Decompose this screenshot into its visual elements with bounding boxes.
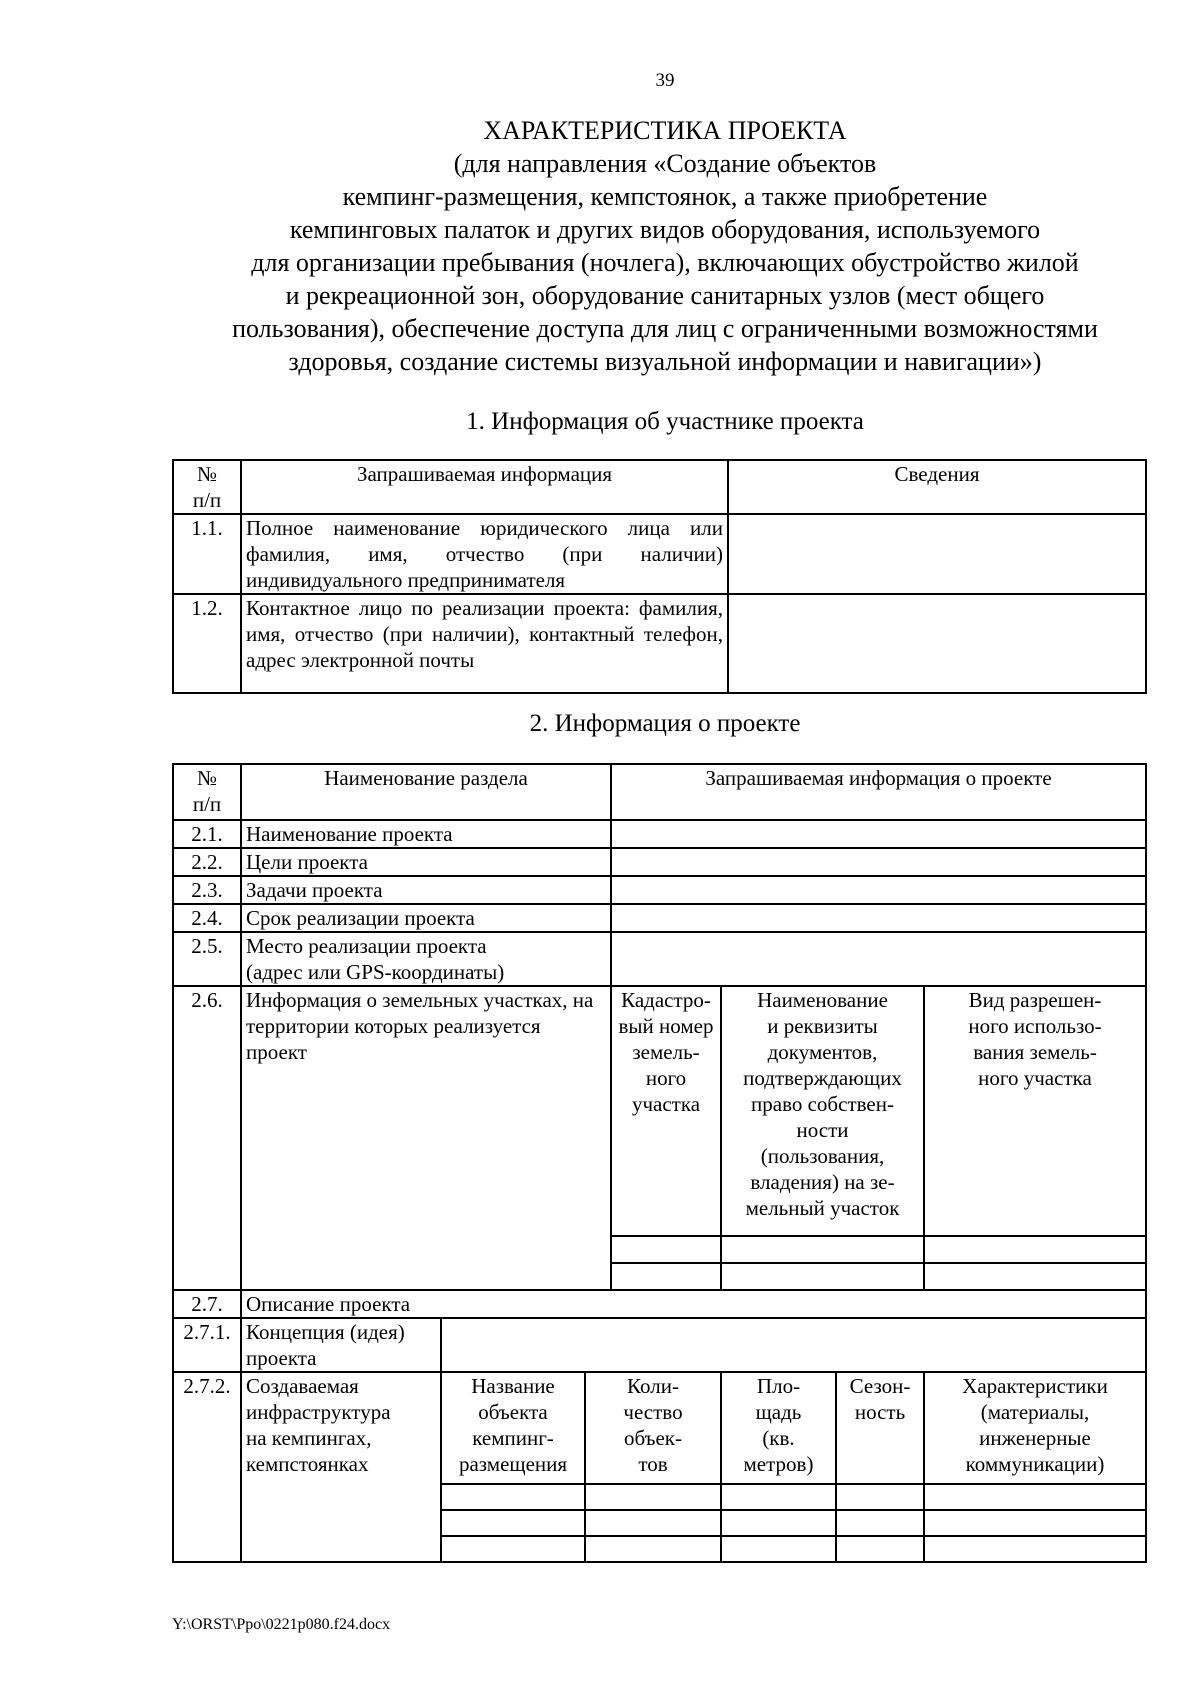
footer-file-path: Y:\ORST\Ppo\0221p080.f24.docx bbox=[172, 1616, 391, 1633]
row-label: Место реализации проекта (адрес или GPS-координаты) bbox=[241, 932, 611, 986]
input-cell[interactable] bbox=[924, 1510, 1146, 1536]
subtitle-line: (для направления «Создание объектов bbox=[453, 149, 877, 178]
input-cell[interactable] bbox=[721, 1484, 836, 1510]
row-number: 2.7.2. bbox=[173, 1372, 241, 1562]
table-row bbox=[173, 1318, 1146, 1372]
input-cell[interactable] bbox=[836, 1484, 924, 1510]
sub-header-characteristics: Характеристики (материалы, инженерные коммуникации) bbox=[924, 1372, 1146, 1484]
sub-header-permitted-use: Вид разрешен- ного использо- вания земель- ного участка bbox=[924, 986, 1146, 1236]
row-label: Описание проекта bbox=[241, 1290, 1146, 1318]
row-value-cell[interactable] bbox=[728, 514, 1146, 594]
row-number: 2.3. bbox=[173, 876, 241, 904]
input-cell[interactable] bbox=[441, 1536, 585, 1562]
row-number: 2.2. bbox=[173, 848, 241, 876]
input-cell[interactable] bbox=[924, 1536, 1146, 1562]
input-cell[interactable] bbox=[721, 1536, 836, 1562]
input-cell[interactable] bbox=[924, 1263, 1146, 1290]
project-info-table bbox=[172, 763, 1147, 1563]
row-label: Концепция (идея) проекта bbox=[241, 1318, 441, 1372]
input-cell[interactable] bbox=[585, 1510, 721, 1536]
table-row bbox=[173, 1290, 1146, 1318]
row-label: Задачи проекта bbox=[241, 876, 611, 904]
row-label: Цели проекта bbox=[241, 848, 611, 876]
table-row bbox=[173, 848, 1146, 876]
table-row bbox=[173, 932, 1146, 986]
row-label: Информация о земельных участках, на территории которых реализуется проект bbox=[241, 986, 611, 1290]
row-value-cell[interactable] bbox=[728, 594, 1146, 693]
input-cell[interactable] bbox=[441, 1510, 585, 1536]
table-header-row bbox=[173, 764, 1146, 820]
document-title: ХАРАКТЕРИСТИКА ПРОЕКТА bbox=[483, 116, 847, 145]
input-cell[interactable] bbox=[585, 1484, 721, 1510]
sub-header-object-count: Коли- чество объек- тов bbox=[585, 1372, 721, 1484]
row-number: 2.5. bbox=[173, 932, 241, 986]
input-cell[interactable] bbox=[721, 1263, 924, 1290]
row-number: 2.7. bbox=[173, 1290, 241, 1318]
subtitle-line: здоровья, создание системы визуальной информации и навигации») bbox=[288, 347, 1042, 376]
sub-header-area: Пло- щадь (кв. метров) bbox=[721, 1372, 836, 1484]
input-cell[interactable] bbox=[585, 1536, 721, 1562]
header-cell-number: № п/п bbox=[173, 764, 241, 820]
row-number: 2.4. bbox=[173, 904, 241, 932]
row-label: Полное наименование юридического лица или фамилия, имя, отчество (при наличии) индивидуального предпринимателя bbox=[241, 514, 728, 594]
document-title-block bbox=[0, 114, 1200, 378]
row-value-cell[interactable] bbox=[611, 876, 1146, 904]
section2-heading: 2. Информация о проекте bbox=[529, 710, 801, 737]
input-cell[interactable] bbox=[441, 1484, 585, 1510]
row-label: Наименование проекта bbox=[241, 820, 611, 848]
input-cell[interactable] bbox=[836, 1510, 924, 1536]
subtitle-line: кемпинговых палаток и других видов оборудования, используемого bbox=[289, 215, 1041, 244]
input-cell[interactable] bbox=[924, 1236, 1146, 1263]
header-cell-project-info: Запрашиваемая информация о проекте bbox=[611, 764, 1146, 820]
table-row bbox=[173, 820, 1146, 848]
row-label: Контактное лицо по реализации проекта: фамилия, имя, отчество (при наличии), контактный телефон, адрес электронной почты bbox=[241, 594, 728, 693]
sub-header-object-name: Название объекта кемпинг- размещения bbox=[441, 1372, 585, 1484]
row-value-cell[interactable] bbox=[441, 1318, 1146, 1372]
table-row bbox=[173, 904, 1146, 932]
row-number: 1.2. bbox=[173, 594, 241, 693]
subtitle-line: пользования), обеспечение доступа для лиц с ограниченными возможностями bbox=[232, 314, 1098, 343]
row-label: Срок реализации проекта bbox=[241, 904, 611, 932]
input-cell[interactable] bbox=[611, 1236, 721, 1263]
row-value-cell[interactable] bbox=[611, 820, 1146, 848]
section1-heading: 1. Информация об участнике проекта bbox=[466, 408, 864, 435]
input-cell[interactable] bbox=[721, 1236, 924, 1263]
row-value-cell[interactable] bbox=[611, 848, 1146, 876]
table-row bbox=[173, 876, 1146, 904]
sub-header-ownership-documents: Наименование и реквизиты документов, подтверждающих право собствен- ности (пользования, владения) на зе- мельный участок bbox=[721, 986, 924, 1236]
table-row bbox=[173, 594, 1146, 693]
row-number: 2.7.1. bbox=[173, 1318, 241, 1372]
row-label: Создаваемая инфраструктура на кемпингах, кемпстоянках bbox=[241, 1372, 441, 1562]
subtitle-line: для организации пребывания (ночлега), включающих обустройство жилой bbox=[251, 248, 1079, 277]
header-cell-requested-info: Запрашиваемая информация bbox=[241, 460, 728, 514]
input-cell[interactable] bbox=[836, 1536, 924, 1562]
page-number: 39 bbox=[655, 70, 675, 91]
sub-header-cadastral-number: Кадастро- вый номер земель- ного участка bbox=[611, 986, 721, 1236]
row-number: 1.1. bbox=[173, 514, 241, 594]
input-cell[interactable] bbox=[721, 1510, 836, 1536]
table-row-infrastructure bbox=[173, 1372, 1146, 1484]
table-header-row bbox=[173, 460, 1146, 514]
table-row bbox=[173, 514, 1146, 594]
input-cell[interactable] bbox=[924, 1484, 1146, 1510]
subtitle-line: кемпинг-размещения, кемпстоянок, а также приобретение bbox=[342, 182, 988, 211]
input-cell[interactable] bbox=[611, 1263, 721, 1290]
row-value-cell[interactable] bbox=[611, 904, 1146, 932]
header-cell-details: Сведения bbox=[728, 460, 1146, 514]
row-value-cell[interactable] bbox=[611, 932, 1146, 986]
subtitle-line: и рекреационной зон, оборудование санитарных узлов (мест общего bbox=[285, 281, 1045, 310]
table-row-land-plots bbox=[173, 986, 1146, 1236]
sub-header-seasonality: Сезон- ность bbox=[836, 1372, 924, 1484]
row-number: 2.1. bbox=[173, 820, 241, 848]
row-number: 2.6. bbox=[173, 986, 241, 1290]
header-cell-section-name: Наименование раздела bbox=[241, 764, 611, 820]
header-cell-number: № п/п bbox=[173, 460, 241, 514]
participant-info-table bbox=[172, 459, 1147, 694]
